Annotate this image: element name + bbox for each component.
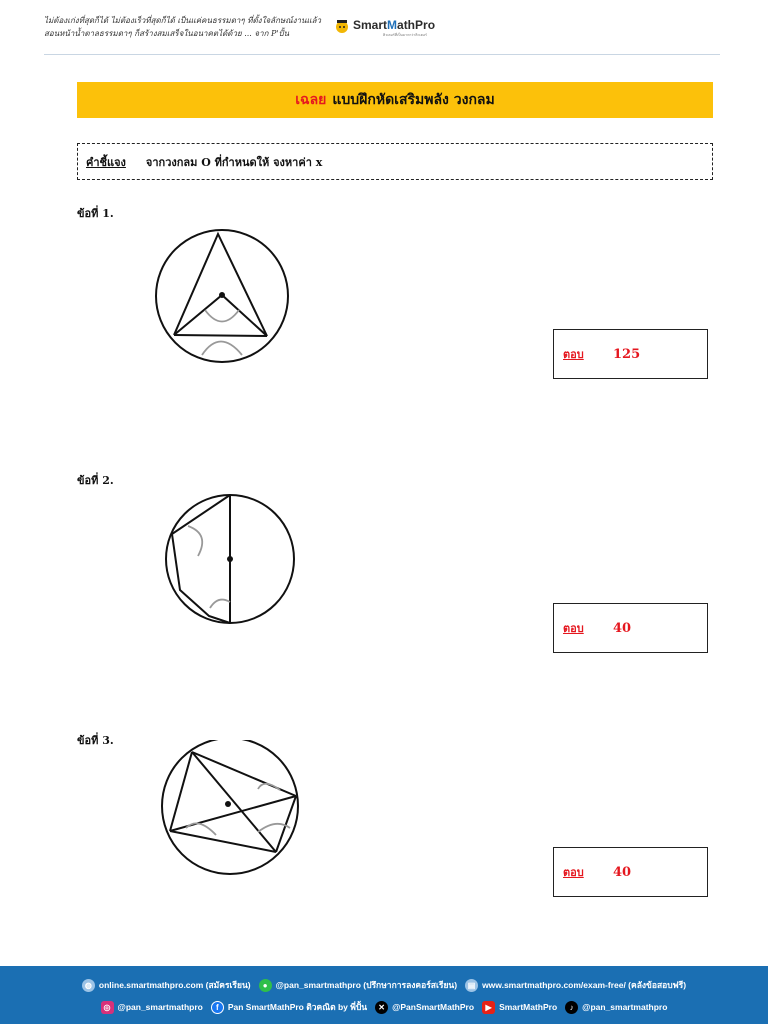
x-icon: ✕ [375, 1001, 388, 1014]
answer-label: ตอบ [563, 622, 584, 635]
header-divider [44, 54, 720, 55]
tiktok-icon: ♪ [565, 1001, 578, 1014]
question-3-diagram [158, 740, 303, 875]
footer-row-2 [0, 1000, 768, 1014]
globe-icon: ◍ [82, 979, 95, 992]
inscribed-polygon [172, 495, 230, 623]
title-prefix: เฉลย [295, 92, 327, 108]
question-1-label: ข้อที่ 1. [77, 207, 114, 220]
instruction-text: จากวงกลม O ที่กำหนดให้ จงหาค่า x [145, 155, 323, 169]
chord-2 [170, 752, 192, 831]
question-3-label: ข้อที่ 3. [77, 734, 114, 747]
footer-link-line[interactable]: ● @pan_smartmathpro (ปรึกษาการลงคอร์สเรียน) [259, 978, 457, 992]
angle-arc-x [202, 342, 242, 356]
header-quote [44, 14, 324, 40]
facebook-icon: f [211, 1001, 224, 1014]
brand-name: SmartMathPro [353, 18, 436, 32]
chord [174, 335, 267, 336]
footer [0, 966, 768, 1024]
footer-link-web[interactable]: ▤ www.smartmathpro.com/exam-free/ (คลังข้อสอบฟรี) [465, 978, 686, 992]
angle-arc-1 [188, 526, 202, 556]
brand-tagline: ติวเตอร์ที่เป็นมากกว่าติวเตอร์ [383, 33, 427, 37]
line-icon: ● [259, 979, 272, 992]
answer-value: 125 [613, 346, 641, 362]
answer-box-1 [553, 329, 708, 379]
angle-arc-center [205, 310, 239, 322]
quote-line-2: สอนหน้าน้ำตาลธรรมดาๆ ก็สร้างสมเสร็จในอนาคตได้ด้วย ... จาก P'ปั้น [44, 29, 290, 38]
question-2-label: ข้อที่ 2. [77, 474, 114, 487]
angle-arc-1 [258, 784, 280, 790]
answer-box-2 [553, 603, 708, 653]
circle-o [162, 740, 298, 874]
footer-link-facebook[interactable]: f Pan SmartMathPro ติวคณิต by พี่ปั้น [211, 1000, 367, 1014]
youtube-icon: ▶ [482, 1001, 495, 1014]
instruction-box [77, 143, 713, 180]
answer-label: ตอบ [563, 866, 584, 879]
answer-label: ตอบ [563, 348, 584, 361]
brand-logo [334, 18, 435, 38]
footer-link-online[interactable]: ◍ online.smartmathpro.com (สมัครเรียน) [82, 978, 251, 992]
answer-value: 40 [613, 864, 632, 880]
center-point [227, 556, 233, 562]
footer-link-tiktok[interactable]: ♪ @pan_smartmathpro [565, 1001, 667, 1014]
title-text: แบบฝึกหัดเสริมพลัง วงกลม [332, 92, 495, 108]
angle-arc-2 [186, 823, 216, 835]
title-bar [77, 82, 713, 118]
web-icon: ▤ [465, 979, 478, 992]
center-point [225, 801, 231, 807]
footer-link-x[interactable]: ✕ @PanSmartMathPro [375, 1001, 474, 1014]
footer-row-1 [0, 978, 768, 992]
answer-value: 40 [613, 620, 632, 636]
mascot-icon [334, 18, 350, 34]
question-2-diagram [160, 492, 300, 627]
instruction-label: คำชี้แจง [86, 155, 126, 169]
footer-link-youtube[interactable]: ▶ SmartMathPro [482, 1001, 557, 1014]
answer-box-3 [553, 847, 708, 897]
question-1-diagram [150, 228, 295, 363]
center-point [219, 292, 225, 298]
quote-line-1: ไม่ต้องเก่งที่สุดก็ได้ ไม่ต้องเร็วที่สุดก็ได้ เป็นแค่คนธรรมดาๆ ที่ตั้งใจลักษณ์งานแล้ว [44, 16, 322, 25]
angle-arc-2 [210, 600, 230, 608]
footer-link-instagram[interactable]: ◎ @pan_smartmathpro [101, 1001, 203, 1014]
instagram-icon: ◎ [101, 1001, 114, 1014]
